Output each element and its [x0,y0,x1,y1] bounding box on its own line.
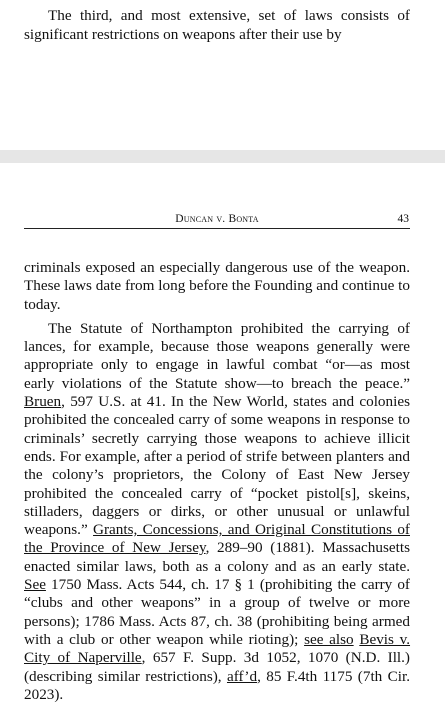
citation-bevis: Bevis v. City of Naperville [24,630,411,667]
paragraph-continuation: criminals exposed an especially dangerous use of the weapon. These laws date from long before the Founding and continue to today. [24,259,410,313]
previous-page-paragraph: The third, and most extensive, set of laws consists of significant restrictions on weapons after their use by [24,7,410,43]
header-rule [24,228,410,229]
signal-see-also: see also [304,630,354,648]
text-run: , 289–90 (1881). Massachusetts enacted similar laws, both as a colony and as an early state. [24,539,410,575]
text-run: 1750 Mass. Acts 544, ch. 17 § 1 (prohibiting the carry of “clubs and other weapons” in a group of twelve or more persons); 1786 Mass. Acts 87, ch. 38 (prohibiting being armed with a club or other weapon while rioting); [24,576,410,648]
running-head: Duncan v. Bonta [175,213,259,225]
page-separator [0,150,445,163]
page-number: 43 [397,213,409,225]
text-run: , 597 U.S. at 41. In the New World, states and colonies prohibited the concealed carry of some weapons in response to criminals’ secretly carrying those weapons to achieve illicit ends. For example, after a period of strife between planters and the colony’s proprietors, the Colony of East New Jersey prohibited the concealed carry of “pocket pistol[s], skeins, stilladers, daggers or dirks, or other unusual or unlawful weapons.” [24,393,410,539]
page-header [24,211,410,227]
text-run: , 85 F.4th 1175 (7th Cir. 2023). [24,667,411,703]
previous-page-bottom [0,0,445,150]
page-body [24,259,410,704]
text-run: The Statute of Northampton prohibited the carrying of lances, for example, because those weapons generally were appropriate only to engage in lawful combat “or—as most early violations of the Statute show—to breach the peace.” [24,319,410,392]
text-run: , 657 F. Supp. 3d 1052, 1070 (N.D. Ill.) (describing similar restrictions), [24,649,410,685]
signal-affd: aff’d [226,667,258,685]
citation-bruen: Bruen [24,393,62,411]
paragraph-northampton [24,320,410,704]
signal-see: See [24,576,46,594]
citation-grants-concessions: Grants, Concessions, and Original Constitutions of the Province of New Jersey [24,521,410,557]
